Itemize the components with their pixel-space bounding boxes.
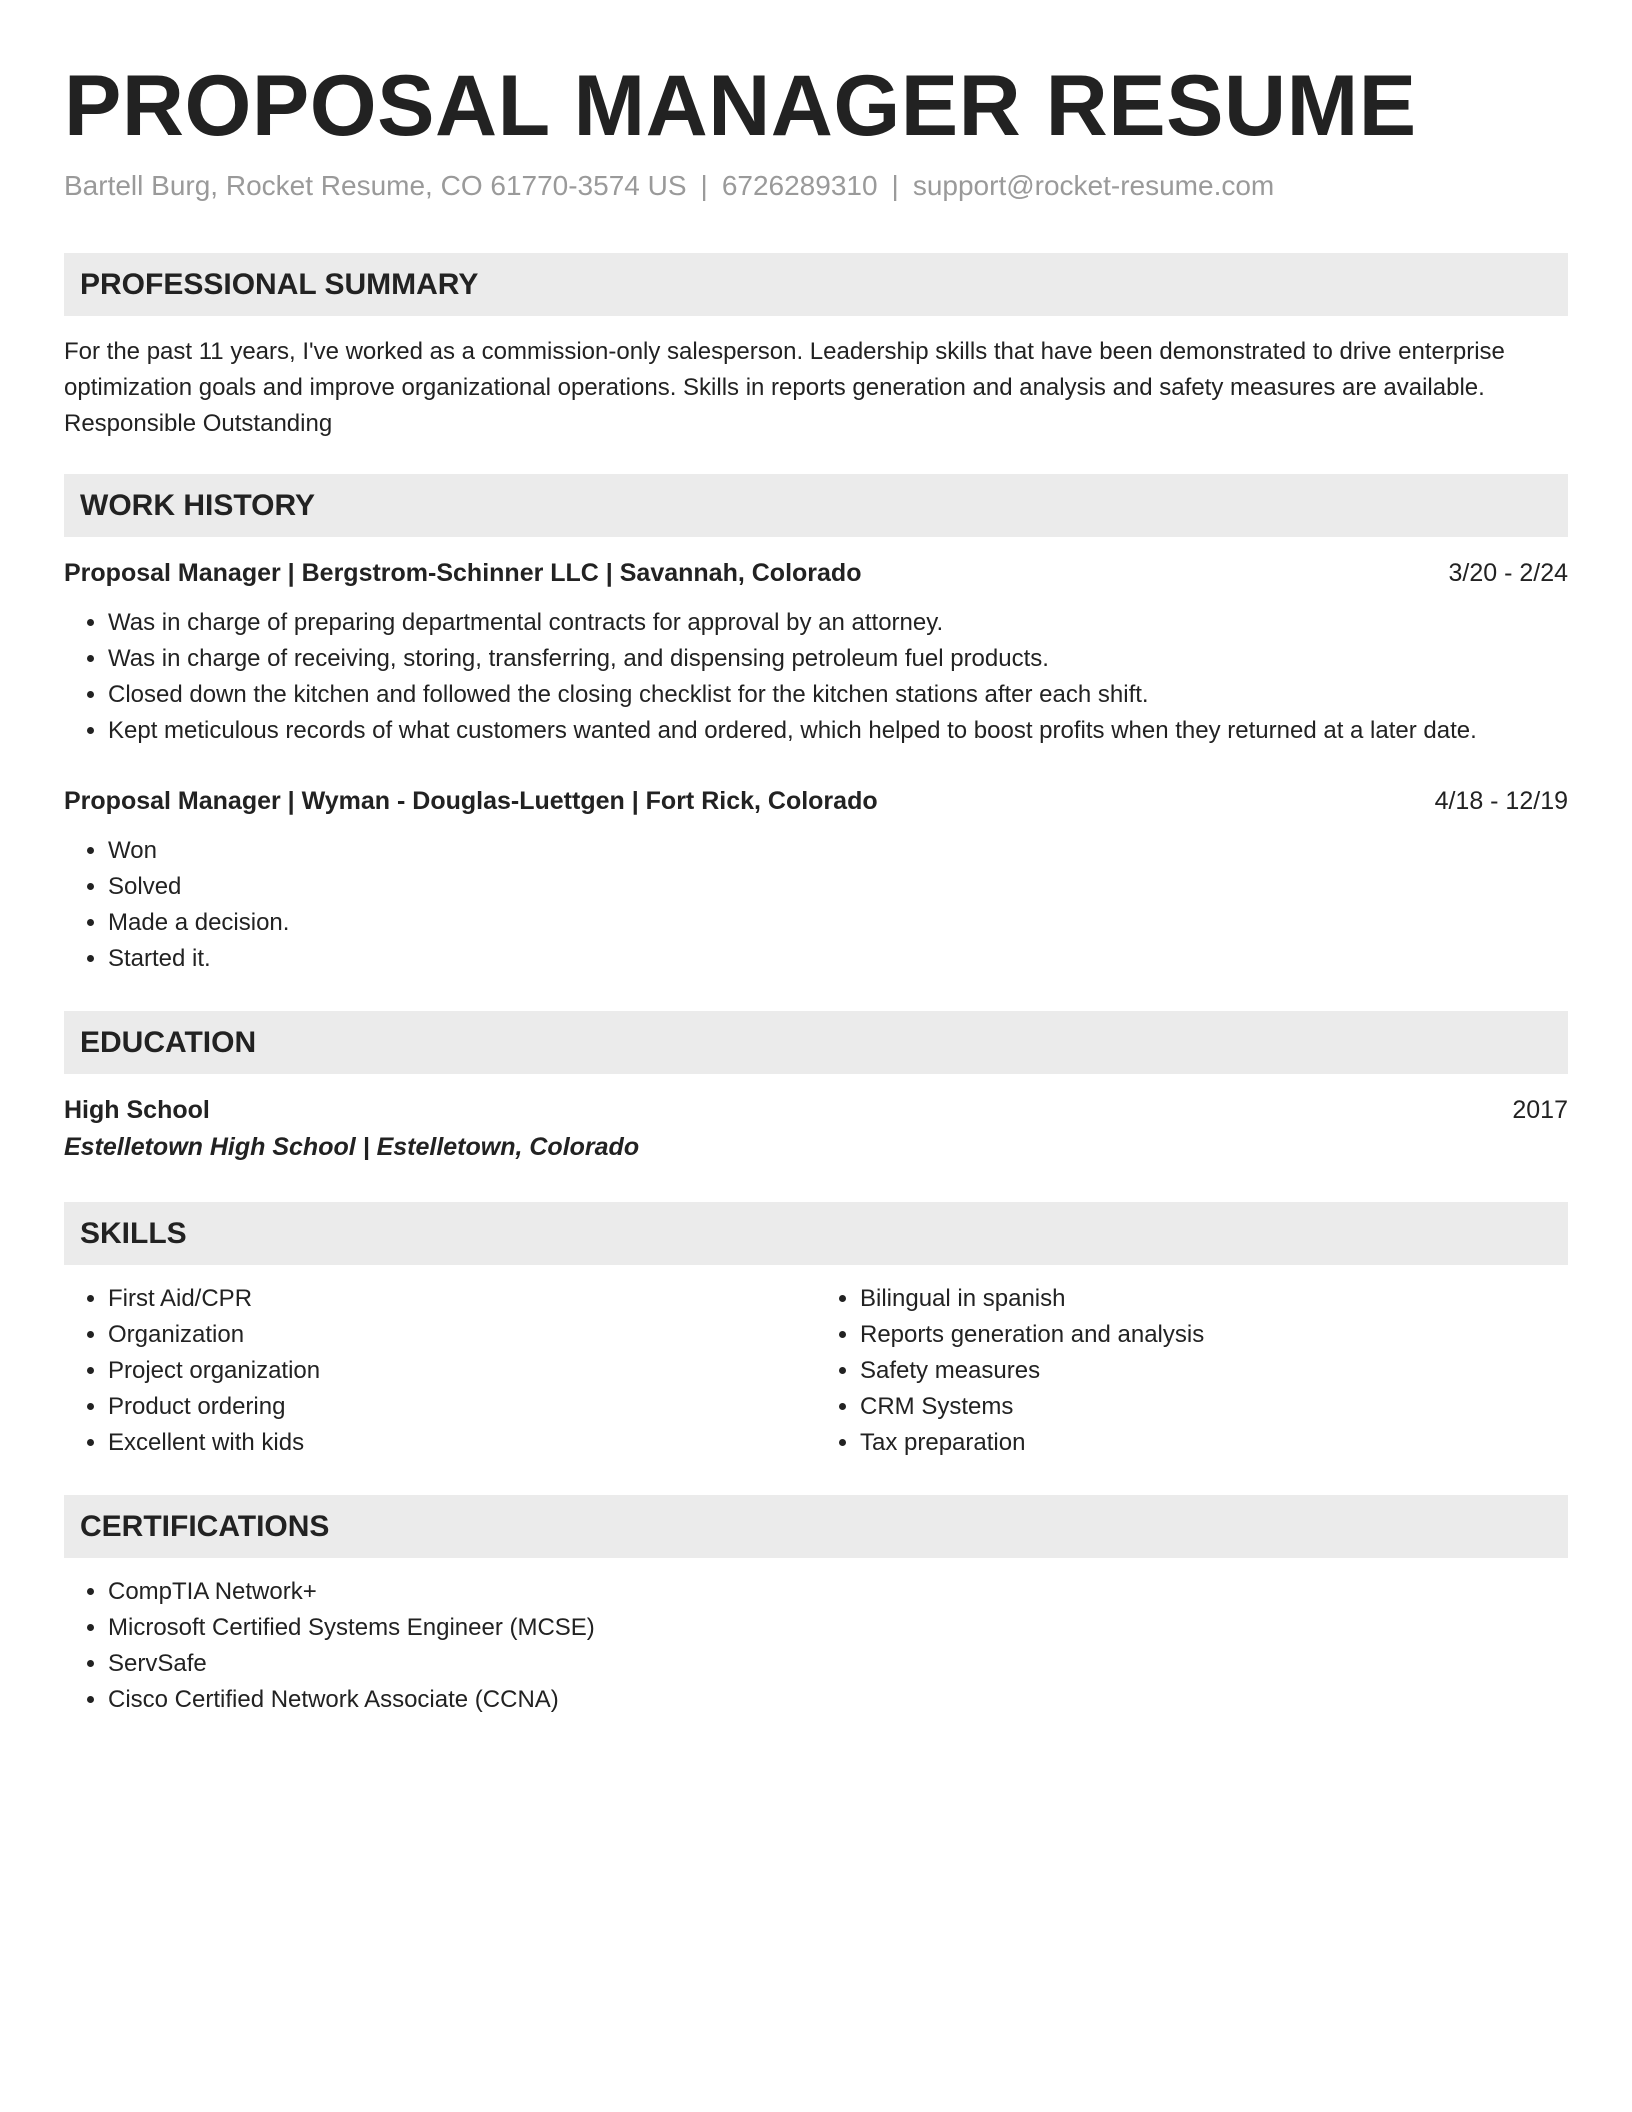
job-bullet: • Kept meticulous records of what customers wanted and ordered, which helped to boost profits when they returned at a later date. <box>108 713 1568 749</box>
skill-item: • Product ordering <box>108 1389 816 1425</box>
education-entry <box>64 1092 1568 1166</box>
section-header-work-history: WORK HISTORY <box>64 474 1568 537</box>
certification-item: • ServSafe <box>108 1646 1568 1682</box>
skill-item: • Safety measures <box>860 1353 1568 1389</box>
job-entry <box>64 783 1568 977</box>
job-title: Proposal Manager | Bergstrom-Schinner LLC | Savannah, Colorado <box>64 559 862 587</box>
section-header-certifications: CERTIFICATIONS <box>64 1495 1568 1558</box>
contact-email: support@rocket-resume.com <box>912 170 1275 201</box>
skills-column-right <box>816 1281 1568 1461</box>
job-bullet: • Closed down the kitchen and followed the closing checklist for the kitchen stations after each shift. <box>108 677 1568 713</box>
job-header <box>64 783 1568 819</box>
certifications-block <box>64 1574 1568 1718</box>
education-degree: High School <box>64 1096 210 1124</box>
contact-address: Bartell Burg, Rocket Resume, CO 61770-3574 US <box>64 170 687 201</box>
section-header-summary: PROFESSIONAL SUMMARY <box>64 253 1568 316</box>
skill-item: • Excellent with kids <box>108 1425 816 1461</box>
skill-item: • First Aid/CPR <box>108 1281 816 1317</box>
job-header <box>64 555 1568 591</box>
contact-separator: | <box>700 170 708 201</box>
certifications-list <box>64 1574 1568 1718</box>
job-bullet-list <box>64 605 1568 749</box>
education-header <box>64 1092 1568 1128</box>
skill-item: • Bilingual in spanish <box>860 1281 1568 1317</box>
contact-line <box>64 168 1568 204</box>
job-bullet: • Was in charge of preparing departmental contracts for approval by an attorney. <box>108 605 1568 641</box>
section-header-skills: SKILLS <box>64 1202 1568 1265</box>
job-bullet: • Solved <box>108 869 1568 905</box>
skill-item: • Project organization <box>108 1353 816 1389</box>
contact-phone: 6726289310 <box>721 170 878 201</box>
education-year: 2017 <box>1512 1096 1568 1124</box>
certification-item: • Cisco Certified Network Associate (CCNA) <box>108 1682 1568 1718</box>
job-dates: 4/18 - 12/19 <box>1434 787 1568 815</box>
resume-title: PROPOSAL MANAGER RESUME <box>64 58 1417 154</box>
education-school: Estelletown High School | Estelletown, Colorado <box>64 1133 640 1161</box>
skills-column-left <box>64 1281 816 1461</box>
job-dates: 3/20 - 2/24 <box>1448 559 1568 587</box>
job-bullet: • Won <box>108 833 1568 869</box>
skill-item: • Tax preparation <box>860 1425 1568 1461</box>
job-bullet-list <box>64 833 1568 977</box>
certification-item: • CompTIA Network+ <box>108 1574 1568 1610</box>
job-entry <box>64 555 1568 749</box>
certification-item: • Microsoft Certified Systems Engineer (MCSE) <box>108 1610 1568 1646</box>
job-bullet: • Was in charge of receiving, storing, transferring, and dispensing petroleum fuel products. <box>108 641 1568 677</box>
job-title: Proposal Manager | Wyman - Douglas-Luettgen | Fort Rick, Colorado <box>64 787 878 815</box>
job-bullet: • Started it. <box>108 941 1568 977</box>
skills-grid <box>64 1281 1568 1461</box>
job-bullet: • Made a decision. <box>108 905 1568 941</box>
summary-text: For the past 11 years, I've worked as a commission-only salesperson. Leadership skills that have been demonstrated to drive enterprise optimization goals and improve organizational operations. Skills in reports generation and analysis and safety measures are available. Responsible Outstanding <box>64 338 1505 437</box>
section-header-education: EDUCATION <box>64 1011 1568 1074</box>
contact-separator: | <box>891 170 899 201</box>
skill-item: • CRM Systems <box>860 1389 1568 1425</box>
skill-item: • Organization <box>108 1317 816 1353</box>
skill-item: • Reports generation and analysis <box>860 1317 1568 1353</box>
